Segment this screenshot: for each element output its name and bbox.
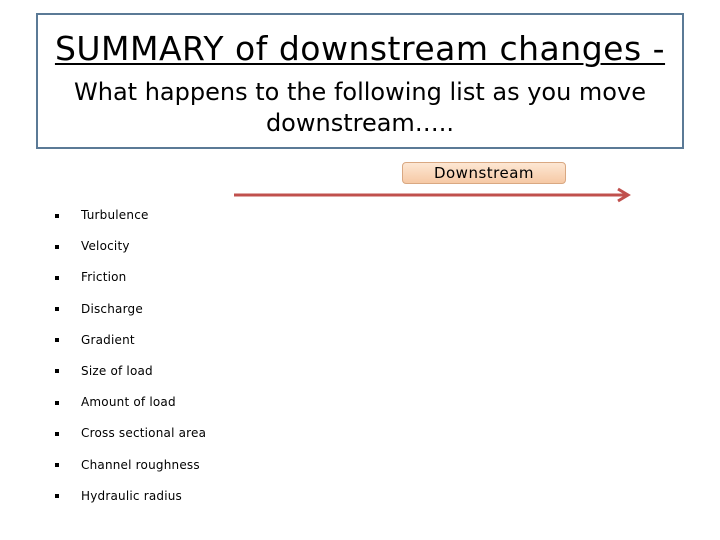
bullet-icon [55, 338, 59, 342]
list-item-label: Turbulence [81, 208, 149, 222]
bullet-icon [55, 214, 59, 218]
list-item-label: Hydraulic radius [81, 488, 183, 503]
list-item-label: Friction [81, 270, 127, 285]
list-item-label: Gradient [81, 332, 135, 347]
page-subtitle: What happens to the following list as you move downstream….. [74, 78, 646, 137]
bullet-icon [55, 369, 59, 373]
bullet-icon [55, 307, 59, 311]
list-item-label: Size of load [81, 363, 153, 378]
page-title: SUMMARY of downstream changes - [54, 29, 666, 68]
list-item-label: Amount of load [81, 395, 176, 410]
bullet-icon [55, 245, 59, 249]
bullet-icon [55, 494, 59, 498]
bullet-icon [55, 276, 59, 280]
list-item-label: Channel roughness [81, 457, 200, 472]
downstream-label: Downstream [402, 162, 566, 184]
bullet-icon [55, 401, 59, 405]
list-item-label: Cross sectional area [81, 426, 207, 441]
bullet-icon [55, 463, 59, 467]
bullet-icon [55, 432, 59, 436]
downstream-arrow-icon [230, 186, 640, 206]
list-item-label: Velocity [81, 239, 130, 254]
title-box [36, 13, 684, 149]
list-item-label: Discharge [81, 301, 143, 316]
